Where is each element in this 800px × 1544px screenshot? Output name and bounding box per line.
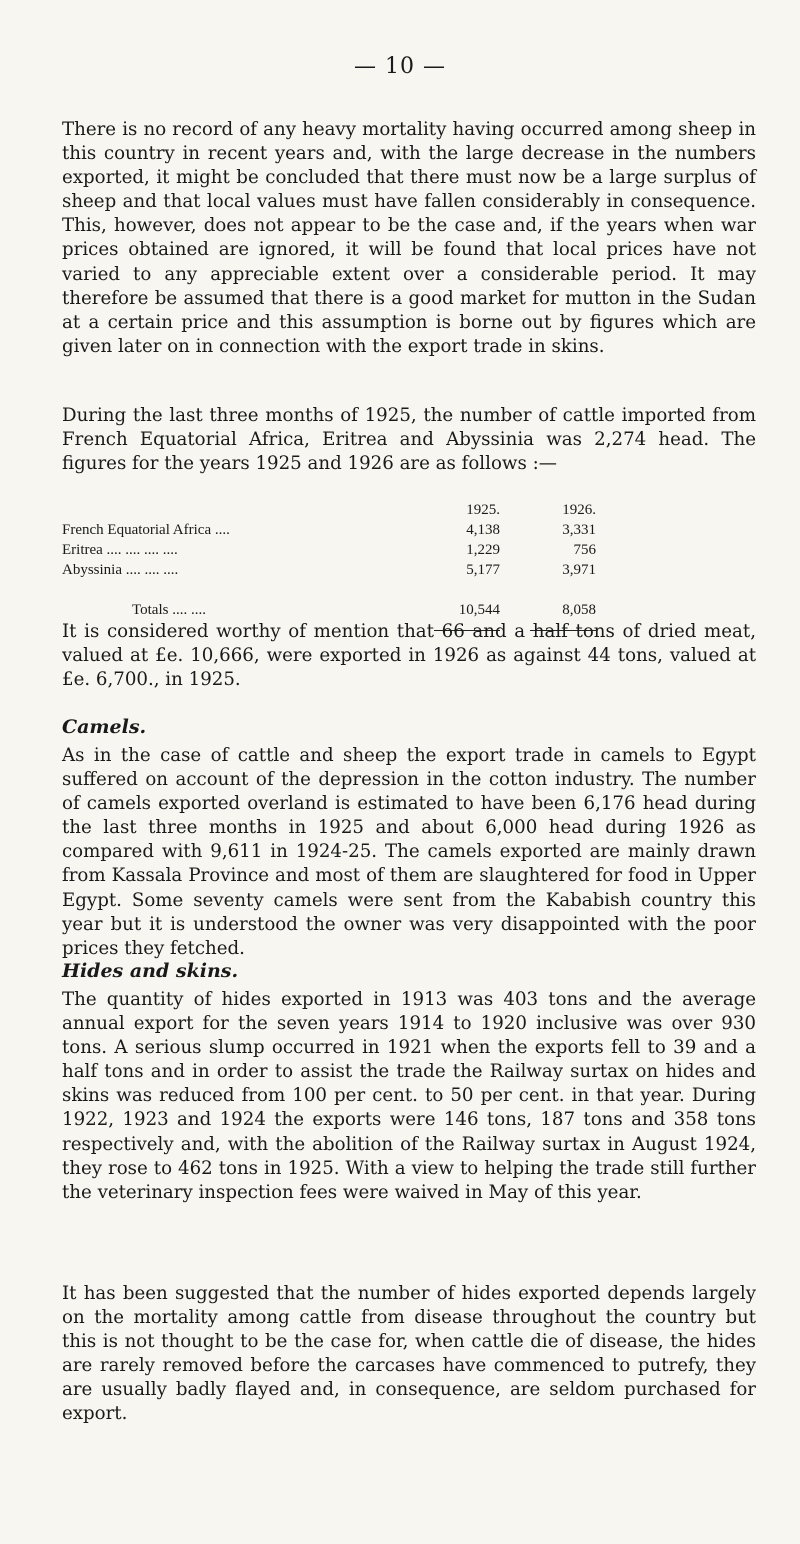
- paragraph-cattle-imports: During the last three months of 1925, the number of cattle imported from French Equatorial Africa, Eritrea and Abyssinia was 2,274 head. The figures for the years 1925 and 1926 are as follows :—: [62, 405, 756, 475]
- cattle-imports-table: [62, 500, 596, 640]
- paragraph-camels: As in the case of cattle and sheep the export trade in camels to Egypt suffered on account of the depression in the cotton industry. The number of camels exported overland is estimated to have been 6,176 head during the last three months in 1925 and about 6,000 head during 1926 as compared with 9,611 in 1924-25. The camels exported are mainly drawn from Kassala Province and most of them are slaughtered for food in Upper Egypt. Some seventy camels were sent from the Kababish country this year but it is understood the owner was very disappointed with the poor prices they fetched.: [62, 745, 756, 959]
- paragraph-dried-meat: It is considered worthy of mention that 66 and a half tons of dried meat, valued at £e. 10,666, were exported in 1926 as against 44 tons, valued at £e. 6,700., in 1925.: [62, 621, 756, 691]
- value-1925: 1,229: [466, 541, 500, 558]
- table-row: [62, 540, 596, 560]
- value-1925: 4,138: [466, 521, 500, 538]
- row-label: Eritrea .... .... .... ....: [62, 541, 178, 558]
- row-label: Abyssinia .... .... ....: [62, 561, 179, 578]
- paragraph-hides: The quantity of hides exported in 1913 was 403 tons and the average annual export for the seven years 1914 to 1920 inclusive was over 930 tons. A serious slump occurred in 1921 when the exports fell to 39 and a half tons and in order to assist the trade the Railway surtax on hides and skins was reduced from 100 per cent. to 50 per cent. in that year. During 1922, 1923 and 1924 the exports were 146 tons, 187 tons and 358 tons respectively and, with the abolition of the Railway surtax in August 1924, they rose to 462 tons in 1925. With a view to helping the trade still further the veterinary inspection fees were waived in May of this year.: [62, 989, 756, 1203]
- heading-hides-and-skins: Hides and skins.: [62, 960, 239, 982]
- paragraph-sheep: There is no record of any heavy mortality having occurred among sheep in this country in recent years and, with the large decrease in the numbers exported, it might be concluded that there must now be a large surplus of sheep and that local values must have fallen considerably in consequence. This, however, does not appear to be the case and, if the years when war prices obtained are ignored, it will be found that local prices have not varied to any appreciable extent over a considerable period. It may therefore be assumed that there is a good market for mutton in the Sudan at a certain price and this assumption is borne out by figures which are given later on in connection with the export trade in skins.: [62, 119, 756, 357]
- totals-row: [62, 600, 596, 620]
- heading-camels: Camels.: [62, 716, 147, 738]
- value-1926: 3,971: [562, 561, 596, 578]
- value-1925: 5,177: [466, 561, 500, 578]
- total-1926: 8,058: [562, 601, 596, 618]
- paragraph-hides-mortality: It has been suggested that the number of hides exported depends largely on the mortality among cattle from disease throughout the country but this is not thought to be the case for, when cattle die of disease, the hides are rarely removed before the carcases have commenced to putrefy, they are usually badly flayed and, in consequence, are seldom purchased for export.: [62, 1283, 756, 1425]
- header-1925: 1925.: [466, 501, 500, 518]
- total-1925: 10,544: [458, 601, 500, 618]
- value-1926: 756: [573, 541, 596, 558]
- table-row: [62, 560, 596, 580]
- header-1926: 1926.: [562, 501, 596, 518]
- table-row: [62, 520, 596, 540]
- page-number: — 10 —: [354, 54, 446, 79]
- row-label: French Equatorial Africa ....: [62, 521, 230, 538]
- totals-label: Totals .... ....: [132, 601, 206, 618]
- table-header-row: [62, 500, 596, 520]
- header-blank: [62, 500, 390, 520]
- value-1926: 3,331: [562, 521, 596, 538]
